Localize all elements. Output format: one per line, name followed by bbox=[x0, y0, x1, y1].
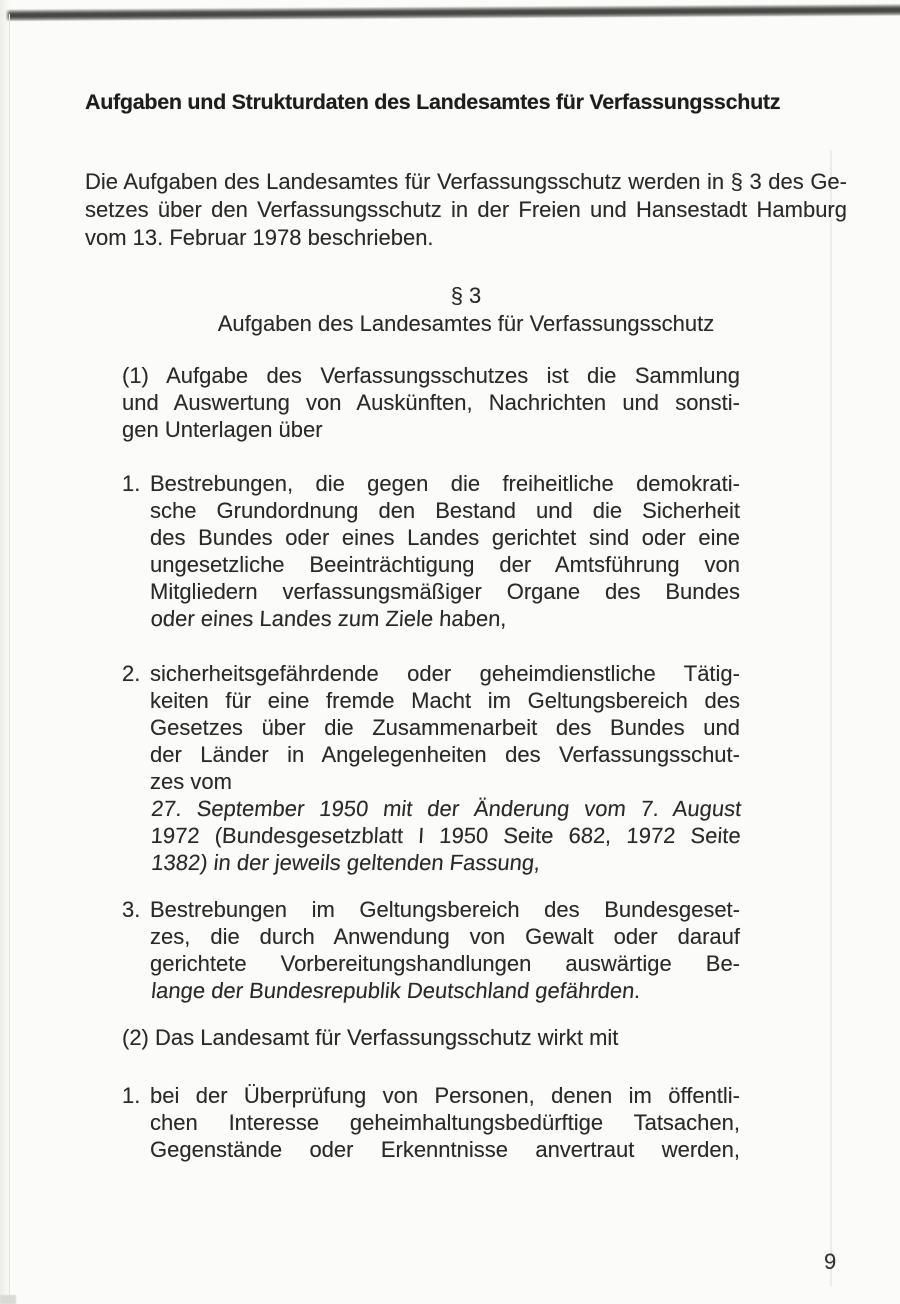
text-line: Bestrebungen im Geltungsbereich des Bundesgeset- bbox=[150, 897, 740, 922]
text-line: vom 13. Februar 1978 beschrieben. bbox=[85, 225, 434, 250]
text-line: chen Interesse geheimhaltungsbedürftige Tatsachen, bbox=[150, 1110, 740, 1135]
text-line: ungesetzliche Beeinträchtigung der Amtsführung von bbox=[150, 552, 740, 577]
item-number: 2. bbox=[122, 661, 141, 686]
text-line: Bestrebungen, die gegen die freiheitliche demokrati- bbox=[150, 471, 740, 496]
text-line: Mitgliedern verfassungsmäßiger Organe des Bundes bbox=[150, 579, 740, 604]
item-number: 1. bbox=[122, 471, 141, 496]
sub-list-item-1 bbox=[122, 1082, 740, 1163]
text-line: zes vom bbox=[150, 769, 232, 794]
paragraph-absatz-1 bbox=[122, 362, 740, 443]
text-line: 1972 (Bundesgesetzblatt I 1950 Seite 682, 1972 Seite bbox=[150, 823, 742, 848]
text-line: (1) Aufgabe des Verfassungsschutzes ist die Sammlung bbox=[122, 363, 740, 388]
list-item-1 bbox=[122, 470, 740, 632]
text-line: 27. September 1950 mit der Änderung vom 7. August bbox=[150, 796, 743, 821]
section-heading: Aufgaben des Landesamtes für Verfassungsschutz bbox=[217, 311, 715, 336]
scan-top-edge bbox=[0, 4, 900, 21]
text-line: lange der Bundesrepublik Deutschland gefährden. bbox=[150, 978, 642, 1003]
section-mark: § 3 bbox=[450, 283, 482, 308]
text-line: sche Grundordnung den Bestand und die Sicherheit bbox=[150, 498, 740, 523]
scan-left-edge-line bbox=[9, 14, 10, 1304]
text-line: sicherheitsgefährdende oder geheimdienstliche Tätig- bbox=[150, 661, 740, 686]
paragraph-absatz-2 bbox=[122, 1024, 740, 1051]
text-line: und Auswertung von Auskünften, Nachrichten und sonsti- bbox=[122, 390, 740, 415]
item-number: 3. bbox=[122, 897, 141, 922]
section-heading-block bbox=[85, 282, 847, 338]
text-line: zes, die durch Anwendung von Gewalt oder darauf bbox=[150, 924, 740, 949]
list-item-3 bbox=[122, 896, 740, 1004]
text-line: oder eines Landes zum Ziele haben, bbox=[150, 606, 508, 631]
scan-bottom-edge bbox=[0, 1295, 16, 1304]
text-line: Die Aufgaben des Landesamtes für Verfassungsschutz werden in § 3 des Ge- bbox=[85, 169, 847, 194]
text-line: 1382) in der jeweils geltenden Fassung, bbox=[150, 850, 542, 875]
text-line: des Bundes oder eines Landes gerichtet sind oder eine bbox=[150, 525, 740, 550]
intro-paragraph bbox=[85, 168, 847, 252]
page-title: Aufgaben und Strukturdaten des Landesamtes für Verfassungsschutz bbox=[85, 90, 781, 114]
page-number: 9 bbox=[824, 1249, 837, 1274]
text-line: bei der Überprüfung von Personen, denen im öffentli- bbox=[150, 1083, 740, 1108]
text-line: setzes über den Verfassungsschutz in der Freien und Hansestadt Hamburg bbox=[85, 197, 847, 222]
text-line: (2) Das Landesamt für Verfassungsschutz wirkt mit bbox=[122, 1025, 619, 1050]
item-number: 1. bbox=[122, 1083, 141, 1108]
list-item-2 bbox=[122, 660, 743, 876]
text-line: Gegenstände oder Erkenntnisse anvertraut werden, bbox=[150, 1137, 740, 1162]
text-line: gerichtete Vorbereitungshandlungen auswärtige Be- bbox=[150, 951, 740, 976]
text-line: Gesetzes über die Zusammenarbeit des Bundes und bbox=[150, 715, 740, 740]
text-line: der Länder in Angelegenheiten des Verfassungsschut- bbox=[150, 742, 740, 767]
text-line: keiten für eine fremde Macht im Geltungsbereich des bbox=[150, 688, 740, 713]
text-line: gen Unterlagen über bbox=[122, 417, 323, 442]
